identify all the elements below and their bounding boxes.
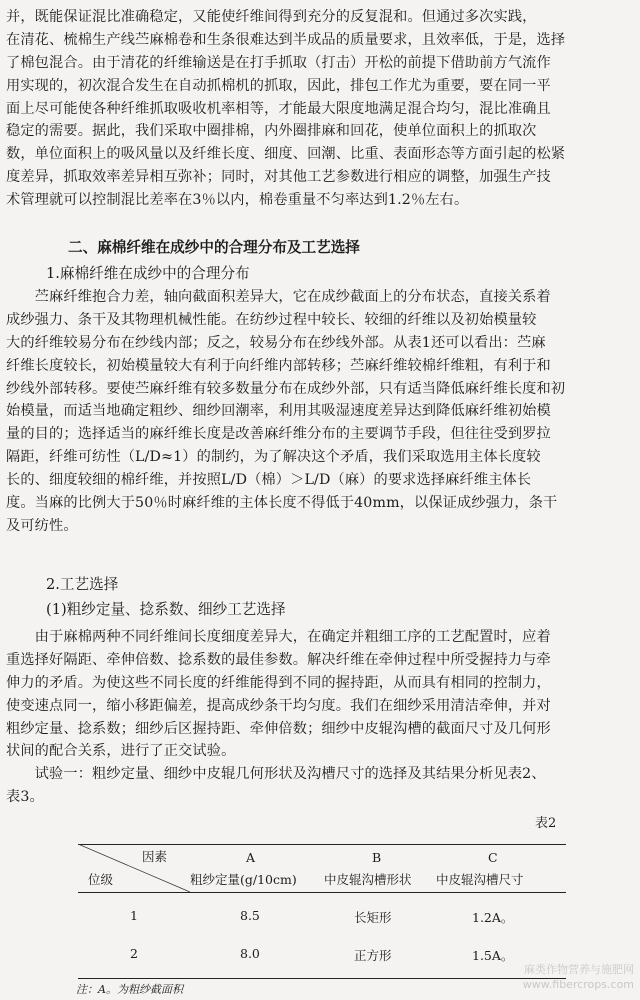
watermark-line-1: 麻类作物营养与施肥网 — [524, 963, 634, 976]
table-col-a-name: 粗纱定量(g/10cm) — [190, 872, 297, 887]
table-row-2-a: 8.0 — [240, 946, 260, 961]
table-row-2-b: 正方形 — [354, 948, 392, 963]
table-bottom-rule — [78, 978, 566, 979]
text-line: 纱线外部转移。要使苎麻纤维有较多数量分布在成纱外部，只有适当降低麻纤维长度和初 — [6, 380, 566, 397]
text-line: 术管理就可以控制混比差率在3％以内，棉卷重量不匀率达到1.2％左右。 — [6, 192, 469, 209]
text-line: 粗纱定量、捻系数；细纱后区握持距、牵伸倍数；细纱中皮辊沟槽的截面尺寸及几何形 — [6, 720, 551, 737]
table-col-b-name: 中皮辊沟槽形状 — [324, 872, 412, 887]
table-col-b-letter: B — [372, 850, 382, 865]
text-line: 重选择好隔距、牵伸倍数、捻系数的最佳参数。解决纤维在牵伸过程中所受握持力与牵 — [6, 651, 551, 668]
subsection-1-heading: 1.麻棉纤维在成纱中的合理分布 — [46, 265, 250, 282]
table-row-1-a: 8.5 — [240, 908, 260, 923]
site-watermark — [523, 962, 634, 992]
text-line: 苎麻纤维抱合力差，轴向截面积差异大，它在成纱截面上的分布状态，直接关系着 — [6, 289, 551, 305]
text-line: 始模量，而适当地确定粗纱、细纱回潮率，利用其吸湿速度差异达到降低麻纤维初始模 — [6, 403, 551, 420]
section-2-heading: 二、麻棉纤维在成纱中的合理分布及工艺选择 — [68, 239, 360, 256]
text-line: 稳定的需要。据此，我们采取中圈排棉，内外圈排麻和回花，使单位面积上的抓取次 — [6, 123, 537, 140]
text-line: 使变速点同一，缩小移距偏差，提高成纱条干均匀度。我们在细纱采用清洁牵伸，并对 — [6, 697, 551, 714]
text-line: 并，既能保证混比准确稳定，又能使纤维间得到充分的反复混和。但通过多次实践， — [6, 9, 537, 25]
table-col-a-letter: A — [246, 850, 256, 865]
text-line: 数，单位面积上的吸风量以及纤维长度、细度、回潮、比重、表面形态等方面引起的松紧 — [6, 146, 566, 163]
table-row-1-level: 1 — [130, 908, 138, 923]
table-row-2-c: 1.5A。 — [472, 948, 514, 963]
text-line: 成纱强力、条干及其物理机械性能。在纺纱过程中较长、较细的纤维以及初始模量较 — [6, 311, 537, 328]
table-col-c-letter: C — [488, 850, 498, 865]
table-2 — [78, 844, 566, 980]
text-line: 纤维长度较长，初始模量较大有利于向纤维内部转移；苎麻纤维较棉纤维粗，有利于和 — [6, 357, 551, 374]
watermark-line-2: www.fibercrops.com — [522, 978, 634, 991]
table-row-1-c: 1.2A。 — [472, 910, 514, 925]
text-line: 及可纺性。 — [6, 517, 78, 534]
text-line: 面上尽可能使各种纤维抓取吸收机率相等，才能最大限度地满足混合均匀，混比准确且 — [6, 100, 551, 117]
subsection-2-heading: 2.工艺选择 — [46, 576, 119, 593]
text-line: 大的纤维较易分布在纱线内部；反之，较易分布在纱线外部。从表1还可以看出：苎麻 — [6, 334, 546, 351]
text-line: 度差异，抓取效率差异相互弥补；同时，对其他工艺参数进行相应的调整，加强生产技 — [6, 169, 551, 186]
table-2-note: 注：A。为粗纱截面积 — [76, 983, 183, 996]
text-line: 表3。 — [6, 789, 44, 806]
paragraph-fiber-distribution — [6, 286, 632, 538]
table-factor-label: 因素 — [142, 849, 168, 864]
table-row-2-level: 2 — [130, 946, 138, 961]
table-col-c-name: 中皮辊沟槽尺寸 — [436, 872, 524, 887]
text-line: 试验一：粗纱定量、细纱中皮辊几何形状及沟槽尺寸的选择及其结果分析见表2、 — [6, 766, 546, 783]
table-2-label: 表2 — [535, 816, 557, 831]
text-line: 度。当麻的比例大于50％时麻纤维的主体长度不得低于40mm，以保证成纱强力，条干 — [6, 495, 558, 512]
table-row-1-b: 长矩形 — [354, 910, 392, 925]
table-header-rule — [78, 892, 566, 893]
text-line: 量的目的；选择适当的麻纤维长度是改善麻纤维分布的主要调节手段，但往往受到罗拉 — [6, 426, 551, 443]
text-line: 隔距，纤维可纺性（L/D≈1）的制约，为了解决这个矛盾，我们采取选用主体长度较 — [6, 449, 541, 466]
paragraph-process-selection — [6, 626, 632, 809]
text-line: 状间的配合关系，进行了正交试验。 — [6, 743, 236, 760]
subsection-2-1-heading: (1)粗纱定量、捻系数、细纱工艺选择 — [46, 601, 286, 618]
text-line: 由于麻棉两种不同纤维间长度细度差异大，在确定并粗细工序的工艺配置时，应着 — [6, 629, 551, 645]
text-line: 用实现的，初次混合发生在自动抓棉机的抓取，因此，排包工作尤为重要，要在同一平 — [6, 77, 551, 94]
text-line: 伸力的矛盾。为使这些不同长度的纤维能得到不同的握持距，从而具有相同的控制力， — [6, 674, 551, 691]
paragraph-mixing — [6, 6, 632, 212]
text-line: 了棉包混合。由于清花的纤维输送是在打手抓取（打击）开松的前提下借助前方气流作 — [6, 54, 551, 71]
table-level-label: 位级 — [88, 872, 114, 887]
text-line: 长的、细度较细的棉纤维，并按照L/D（棉）＞L/D（麻）的要求选择麻纤维主体长 — [6, 472, 532, 489]
text-line: 在清花、梳棉生产线苎麻棉卷和生条很难达到半成品的质量要求，且效率低，于是，选择 — [6, 31, 566, 48]
